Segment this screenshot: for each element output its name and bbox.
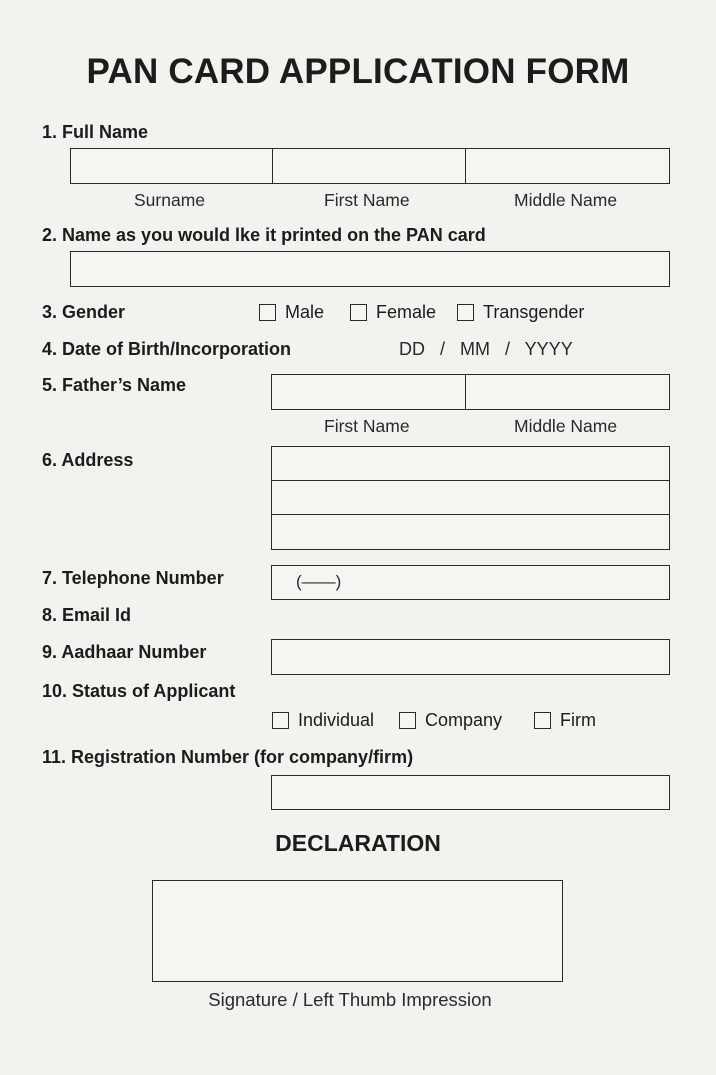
gender-option-label: Female [376, 302, 437, 322]
full-name-divider [465, 149, 466, 183]
address-label: 6. Address [42, 450, 134, 470]
address-divider [272, 480, 669, 481]
status-option-firm[interactable] [534, 710, 596, 731]
surname-caption: Surname [134, 190, 206, 210]
address-line-3-input[interactable] [272, 516, 669, 549]
full-name-field-group [70, 148, 670, 184]
full-name-label: 1. Full Name [42, 122, 149, 142]
dob-format-input[interactable]: DD / MM / YYYY [399, 339, 573, 359]
gender-option-male[interactable] [259, 302, 324, 323]
status-option-company[interactable] [399, 710, 502, 731]
aadhaar-input[interactable] [271, 639, 670, 675]
surname-input[interactable] [71, 149, 273, 183]
registration-input[interactable] [271, 775, 670, 810]
status-option-label: Individual [298, 710, 375, 730]
area-code-placeholder: (——) [296, 572, 342, 591]
status-option-label: Company [425, 710, 503, 730]
registration-label: 11. Registration Number (for company/firm) [42, 747, 414, 767]
status-option-label: Firm [560, 710, 596, 730]
status-option-individual[interactable] [272, 710, 374, 731]
gender-option-transgender[interactable] [457, 302, 584, 323]
status-label: 10. Status of Applicant [42, 681, 236, 701]
father-first-name-caption: First Name [324, 416, 410, 436]
father-first-name-input[interactable] [272, 375, 465, 409]
checkbox-icon [457, 304, 474, 321]
gender-option-female[interactable] [350, 302, 436, 323]
address-field-group [271, 446, 670, 550]
address-line-1-input[interactable] [272, 447, 669, 481]
signature-box[interactable] [152, 880, 563, 982]
dob-label: 4. Date of Birth/Incorporation [42, 339, 292, 359]
middle-name-input[interactable] [467, 149, 669, 183]
page-title: PAN CARD APPLICATION FORM [86, 52, 630, 91]
gender-option-label: Transgender [483, 302, 585, 322]
father-name-field-group [271, 374, 670, 410]
print-name-input[interactable] [70, 251, 670, 287]
first-name-input[interactable] [274, 149, 465, 183]
aadhaar-label: 9. Aadhaar Number [42, 642, 207, 662]
address-line-2-input[interactable] [272, 482, 669, 515]
first-name-caption: First Name [324, 190, 410, 210]
print-name-label: 2. Name as you would lke it printed on the PAN card [42, 225, 486, 245]
middle-name-caption: Middle Name [514, 190, 618, 210]
checkbox-icon [399, 712, 416, 729]
email-label: 8. Email Id [42, 605, 132, 625]
gender-option-label: Male [285, 302, 325, 322]
declaration-heading: DECLARATION [275, 830, 441, 856]
father-name-label: 5. Father’s Name [42, 375, 187, 395]
checkbox-icon [350, 304, 367, 321]
checkbox-icon [259, 304, 276, 321]
checkbox-icon [272, 712, 289, 729]
telephone-label: 7. Telephone Number [42, 568, 224, 588]
telephone-input[interactable] [271, 565, 670, 600]
father-middle-name-input[interactable] [467, 375, 669, 409]
checkbox-icon [534, 712, 551, 729]
father-middle-name-caption: Middle Name [514, 416, 618, 436]
father-name-divider [465, 375, 466, 409]
signature-caption: Signature / Left Thumb Impression [208, 989, 492, 1010]
full-name-divider [272, 149, 273, 183]
gender-label: 3. Gender [42, 302, 126, 322]
address-divider [272, 514, 669, 515]
